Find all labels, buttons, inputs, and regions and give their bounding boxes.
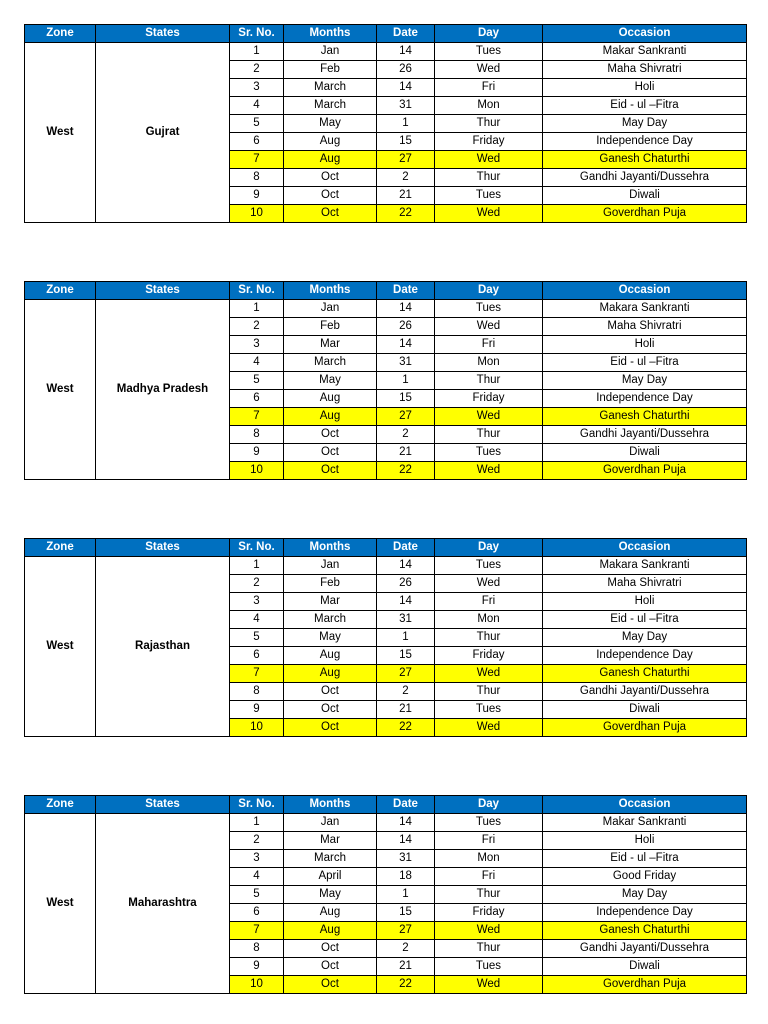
cell-occasion: Independence Day <box>543 647 747 665</box>
cell-occasion: Holi <box>543 336 747 354</box>
cell-month: Oct <box>284 683 377 701</box>
cell-sr-no: 3 <box>230 336 284 354</box>
header-states: States <box>96 282 230 300</box>
cell-day: Fri <box>435 593 543 611</box>
cell-date: 15 <box>377 904 435 922</box>
table-row <box>25 43 747 61</box>
cell-month: Mar <box>284 336 377 354</box>
cell-date: 21 <box>377 958 435 976</box>
cell-occasion: Maha Shivratri <box>543 575 747 593</box>
cell-month: March <box>284 79 377 97</box>
header-sr-no: Sr. No. <box>230 539 284 557</box>
header-date: Date <box>377 796 435 814</box>
cell-month: May <box>284 372 377 390</box>
cell-day: Friday <box>435 390 543 408</box>
cell-sr-no: 5 <box>230 629 284 647</box>
cell-sr-no: 9 <box>230 187 284 205</box>
cell-month: May <box>284 629 377 647</box>
cell-occasion: Makar Sankranti <box>543 43 747 61</box>
cell-month: Jan <box>284 300 377 318</box>
cell-date: 27 <box>377 665 435 683</box>
cell-day: Friday <box>435 133 543 151</box>
cell-day: Tues <box>435 43 543 61</box>
zone-cell: West <box>25 43 96 223</box>
cell-date: 26 <box>377 61 435 79</box>
cell-month: Oct <box>284 462 377 480</box>
cell-date: 31 <box>377 354 435 372</box>
cell-month: Oct <box>284 958 377 976</box>
cell-date: 27 <box>377 922 435 940</box>
table-row <box>25 300 747 318</box>
cell-day: Thur <box>435 372 543 390</box>
cell-date: 14 <box>377 814 435 832</box>
cell-occasion: Diwali <box>543 701 747 719</box>
cell-sr-no: 3 <box>230 79 284 97</box>
cell-date: 15 <box>377 390 435 408</box>
header-states: States <box>96 539 230 557</box>
cell-date: 2 <box>377 426 435 444</box>
cell-month: Aug <box>284 904 377 922</box>
cell-occasion: Makara Sankranti <box>543 300 747 318</box>
cell-day: Wed <box>435 922 543 940</box>
cell-month: Oct <box>284 719 377 737</box>
cell-date: 27 <box>377 151 435 169</box>
cell-date: 21 <box>377 701 435 719</box>
cell-date: 27 <box>377 408 435 426</box>
cell-day: Thur <box>435 426 543 444</box>
header-row <box>25 796 747 814</box>
cell-occasion: Goverdhan Puja <box>543 462 747 480</box>
cell-day: Wed <box>435 61 543 79</box>
cell-month: Aug <box>284 647 377 665</box>
holiday-table <box>24 281 747 480</box>
cell-day: Wed <box>435 665 543 683</box>
cell-sr-no: 6 <box>230 647 284 665</box>
cell-sr-no: 8 <box>230 426 284 444</box>
cell-sr-no: 5 <box>230 886 284 904</box>
cell-month: Feb <box>284 61 377 79</box>
cell-day: Friday <box>435 647 543 665</box>
cell-day: Friday <box>435 904 543 922</box>
cell-occasion: May Day <box>543 372 747 390</box>
cell-occasion: May Day <box>543 886 747 904</box>
header-zone: Zone <box>25 25 96 43</box>
cell-month: May <box>284 886 377 904</box>
cell-sr-no: 8 <box>230 169 284 187</box>
cell-occasion: Diwali <box>543 444 747 462</box>
cell-sr-no: 3 <box>230 593 284 611</box>
cell-date: 1 <box>377 629 435 647</box>
cell-sr-no: 2 <box>230 832 284 850</box>
cell-month: Jan <box>284 557 377 575</box>
cell-day: Wed <box>435 719 543 737</box>
cell-month: Jan <box>284 814 377 832</box>
cell-day: Mon <box>435 850 543 868</box>
header-day: Day <box>435 796 543 814</box>
cell-occasion: Goverdhan Puja <box>543 976 747 994</box>
header-states: States <box>96 796 230 814</box>
cell-occasion: Gandhi Jayanti/Dussehra <box>543 426 747 444</box>
cell-occasion: Diwali <box>543 958 747 976</box>
header-occasion: Occasion <box>543 282 747 300</box>
header-occasion: Occasion <box>543 796 747 814</box>
cell-date: 1 <box>377 372 435 390</box>
header-row <box>25 539 747 557</box>
cell-month: May <box>284 115 377 133</box>
header-row <box>25 25 747 43</box>
cell-date: 22 <box>377 976 435 994</box>
cell-sr-no: 5 <box>230 115 284 133</box>
cell-sr-no: 10 <box>230 719 284 737</box>
cell-occasion: Holi <box>543 79 747 97</box>
header-sr-no: Sr. No. <box>230 796 284 814</box>
cell-sr-no: 8 <box>230 683 284 701</box>
cell-sr-no: 7 <box>230 922 284 940</box>
cell-day: Tues <box>435 701 543 719</box>
cell-sr-no: 4 <box>230 97 284 115</box>
cell-day: Tues <box>435 187 543 205</box>
cell-occasion: Makar Sankranti <box>543 814 747 832</box>
cell-day: Tues <box>435 958 543 976</box>
header-zone: Zone <box>25 539 96 557</box>
cell-month: Jan <box>284 43 377 61</box>
cell-sr-no: 2 <box>230 318 284 336</box>
cell-month: Aug <box>284 151 377 169</box>
cell-occasion: Holi <box>543 832 747 850</box>
cell-date: 14 <box>377 300 435 318</box>
holiday-table <box>24 24 747 223</box>
cell-day: Wed <box>435 462 543 480</box>
cell-month: Aug <box>284 922 377 940</box>
cell-date: 14 <box>377 79 435 97</box>
cell-occasion: Ganesh Chaturthi <box>543 151 747 169</box>
cell-month: Aug <box>284 133 377 151</box>
cell-sr-no: 6 <box>230 904 284 922</box>
header-months: Months <box>284 539 377 557</box>
cell-month: Aug <box>284 408 377 426</box>
cell-occasion: Maha Shivratri <box>543 318 747 336</box>
cell-sr-no: 9 <box>230 958 284 976</box>
cell-day: Wed <box>435 318 543 336</box>
cell-occasion: May Day <box>543 629 747 647</box>
holiday-table <box>24 538 747 737</box>
header-occasion: Occasion <box>543 539 747 557</box>
cell-sr-no: 1 <box>230 43 284 61</box>
cell-date: 14 <box>377 593 435 611</box>
header-date: Date <box>377 282 435 300</box>
state-cell: Madhya Pradesh <box>96 300 230 480</box>
cell-sr-no: 10 <box>230 205 284 223</box>
cell-occasion: Ganesh Chaturthi <box>543 922 747 940</box>
cell-date: 21 <box>377 444 435 462</box>
header-zone: Zone <box>25 282 96 300</box>
cell-month: Mar <box>284 593 377 611</box>
cell-date: 14 <box>377 43 435 61</box>
cell-occasion: Goverdhan Puja <box>543 719 747 737</box>
cell-date: 14 <box>377 336 435 354</box>
header-sr-no: Sr. No. <box>230 282 284 300</box>
cell-occasion: Eid - ul –Fitra <box>543 611 747 629</box>
cell-month: Mar <box>284 832 377 850</box>
cell-occasion: Ganesh Chaturthi <box>543 408 747 426</box>
holiday-table <box>24 795 747 994</box>
cell-sr-no: 4 <box>230 354 284 372</box>
cell-occasion: Goverdhan Puja <box>543 205 747 223</box>
state-cell: Rajasthan <box>96 557 230 737</box>
header-date: Date <box>377 539 435 557</box>
cell-occasion: Diwali <box>543 187 747 205</box>
cell-date: 2 <box>377 169 435 187</box>
cell-month: Oct <box>284 940 377 958</box>
header-zone: Zone <box>25 796 96 814</box>
cell-occasion: Maha Shivratri <box>543 61 747 79</box>
header-months: Months <box>284 796 377 814</box>
cell-month: Feb <box>284 318 377 336</box>
cell-day: Thur <box>435 169 543 187</box>
cell-date: 2 <box>377 683 435 701</box>
header-row <box>25 282 747 300</box>
cell-date: 31 <box>377 850 435 868</box>
cell-sr-no: 6 <box>230 390 284 408</box>
cell-date: 31 <box>377 97 435 115</box>
cell-sr-no: 8 <box>230 940 284 958</box>
cell-day: Wed <box>435 575 543 593</box>
cell-month: Feb <box>284 575 377 593</box>
cell-day: Thur <box>435 629 543 647</box>
cell-date: 15 <box>377 647 435 665</box>
cell-sr-no: 1 <box>230 814 284 832</box>
header-sr-no: Sr. No. <box>230 25 284 43</box>
cell-date: 22 <box>377 719 435 737</box>
cell-sr-no: 9 <box>230 444 284 462</box>
cell-occasion: Independence Day <box>543 904 747 922</box>
cell-day: Tues <box>435 557 543 575</box>
cell-occasion: Independence Day <box>543 133 747 151</box>
cell-day: Fri <box>435 79 543 97</box>
cell-occasion: Good Friday <box>543 868 747 886</box>
cell-occasion: Eid - ul –Fitra <box>543 97 747 115</box>
cell-date: 14 <box>377 832 435 850</box>
state-cell: Maharashtra <box>96 814 230 994</box>
cell-day: Mon <box>435 354 543 372</box>
cell-occasion: Makara Sankranti <box>543 557 747 575</box>
table-row <box>25 814 747 832</box>
cell-month: Aug <box>284 390 377 408</box>
cell-date: 2 <box>377 940 435 958</box>
cell-day: Tues <box>435 814 543 832</box>
cell-month: April <box>284 868 377 886</box>
cell-month: Oct <box>284 701 377 719</box>
cell-sr-no: 7 <box>230 151 284 169</box>
cell-day: Wed <box>435 151 543 169</box>
cell-sr-no: 9 <box>230 701 284 719</box>
zone-cell: West <box>25 300 96 480</box>
cell-day: Wed <box>435 408 543 426</box>
cell-month: March <box>284 354 377 372</box>
cell-sr-no: 4 <box>230 611 284 629</box>
cell-date: 22 <box>377 205 435 223</box>
cell-day: Fri <box>435 832 543 850</box>
zone-cell: West <box>25 557 96 737</box>
cell-occasion: May Day <box>543 115 747 133</box>
cell-day: Thur <box>435 115 543 133</box>
cell-occasion: Ganesh Chaturthi <box>543 665 747 683</box>
cell-occasion: Independence Day <box>543 390 747 408</box>
cell-occasion: Gandhi Jayanti/Dussehra <box>543 169 747 187</box>
header-months: Months <box>284 25 377 43</box>
cell-date: 14 <box>377 557 435 575</box>
cell-date: 26 <box>377 318 435 336</box>
cell-date: 1 <box>377 115 435 133</box>
header-day: Day <box>435 282 543 300</box>
cell-day: Fri <box>435 868 543 886</box>
header-date: Date <box>377 25 435 43</box>
cell-date: 26 <box>377 575 435 593</box>
cell-occasion: Holi <box>543 593 747 611</box>
cell-sr-no: 2 <box>230 61 284 79</box>
cell-day: Mon <box>435 611 543 629</box>
cell-day: Wed <box>435 205 543 223</box>
cell-date: 22 <box>377 462 435 480</box>
cell-date: 31 <box>377 611 435 629</box>
cell-sr-no: 5 <box>230 372 284 390</box>
cell-month: Oct <box>284 426 377 444</box>
header-months: Months <box>284 282 377 300</box>
cell-month: Oct <box>284 187 377 205</box>
cell-month: Oct <box>284 976 377 994</box>
cell-occasion: Eid - ul –Fitra <box>543 850 747 868</box>
cell-occasion: Gandhi Jayanti/Dussehra <box>543 683 747 701</box>
cell-occasion: Eid - ul –Fitra <box>543 354 747 372</box>
cell-date: 18 <box>377 868 435 886</box>
cell-day: Tues <box>435 444 543 462</box>
cell-day: Tues <box>435 300 543 318</box>
header-day: Day <box>435 539 543 557</box>
cell-day: Wed <box>435 976 543 994</box>
cell-date: 21 <box>377 187 435 205</box>
cell-sr-no: 7 <box>230 408 284 426</box>
header-day: Day <box>435 25 543 43</box>
zone-cell: West <box>25 814 96 994</box>
table-row <box>25 557 747 575</box>
cell-sr-no: 10 <box>230 976 284 994</box>
cell-month: March <box>284 97 377 115</box>
cell-day: Fri <box>435 336 543 354</box>
state-cell: Gujrat <box>96 43 230 223</box>
cell-day: Thur <box>435 886 543 904</box>
cell-sr-no: 3 <box>230 850 284 868</box>
cell-month: March <box>284 611 377 629</box>
header-states: States <box>96 25 230 43</box>
cell-sr-no: 2 <box>230 575 284 593</box>
cell-month: March <box>284 850 377 868</box>
cell-sr-no: 1 <box>230 300 284 318</box>
cell-date: 1 <box>377 886 435 904</box>
cell-month: Oct <box>284 444 377 462</box>
cell-day: Thur <box>435 683 543 701</box>
header-occasion: Occasion <box>543 25 747 43</box>
cell-occasion: Gandhi Jayanti/Dussehra <box>543 940 747 958</box>
cell-day: Mon <box>435 97 543 115</box>
cell-month: Aug <box>284 665 377 683</box>
cell-sr-no: 6 <box>230 133 284 151</box>
cell-date: 15 <box>377 133 435 151</box>
cell-sr-no: 4 <box>230 868 284 886</box>
cell-day: Thur <box>435 940 543 958</box>
cell-sr-no: 10 <box>230 462 284 480</box>
cell-sr-no: 7 <box>230 665 284 683</box>
cell-sr-no: 1 <box>230 557 284 575</box>
cell-month: Oct <box>284 205 377 223</box>
cell-month: Oct <box>284 169 377 187</box>
